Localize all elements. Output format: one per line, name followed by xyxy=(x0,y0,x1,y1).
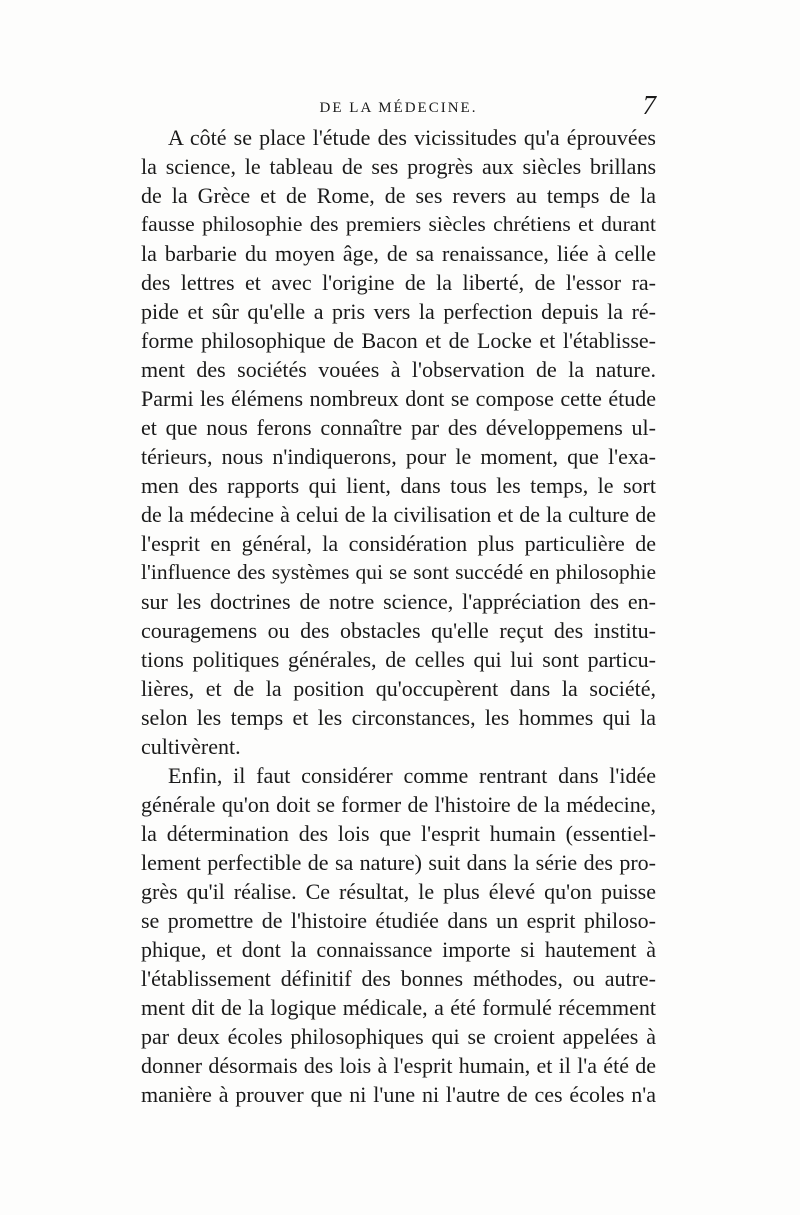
text-line: phique, et dont la connaissance importe si hautement à xyxy=(141,937,656,962)
text-line: Parmi les élémens nombreux dont se compose cette étude xyxy=(141,386,656,411)
text-line: la science, le tableau de ses progrès aux siècles brillans xyxy=(141,154,656,179)
text-line: de la médecine à celui de la civilisation et de la culture de xyxy=(141,502,656,527)
text-line: A côté se place l'étude des vicissitudes qu'a éprouvées xyxy=(168,125,656,150)
text-line: générale qu'on doit se former de l'histoire de la médecine, xyxy=(141,792,656,817)
text-line: lement perfectible de sa nature) suit dans la série des pro- xyxy=(141,850,656,875)
page-number: 7 xyxy=(642,90,656,120)
text-line: l'influence des systèmes qui se sont succédé en philosophie xyxy=(141,560,656,584)
body-text xyxy=(141,123,656,1109)
text-line: couragemens ou des obstacles qu'elle reçut des institu- xyxy=(141,618,656,643)
text-line: pide et sûr qu'elle a pris vers la perfection depuis la ré- xyxy=(141,299,656,324)
text-line: la détermination des lois que l'esprit humain (essentiel- xyxy=(141,821,656,846)
text-line: se promettre de l'histoire étudiée dans un esprit philoso- xyxy=(141,908,656,933)
running-title: DE LA MÉDECINE. xyxy=(319,100,478,116)
text-line: térieurs, nous n'indiquerons, pour le moment, que l'exa- xyxy=(141,444,656,469)
text-line: manière à prouver que ni l'une ni l'autre de ces écoles n'a xyxy=(141,1082,656,1107)
text-line: par deux écoles philosophiques qui se croient appelées à xyxy=(141,1024,656,1049)
text-line: ment dit de la logique médicale, a été formulé récemment xyxy=(141,995,656,1020)
text-line: tions politiques générales, de celles qui lui sont particu- xyxy=(141,647,656,672)
text-line: lières, et de la position qu'occupèrent dans la société, xyxy=(141,676,656,701)
text-line: donner désormais des lois à l'esprit humain, et il l'a été de xyxy=(141,1053,656,1078)
text-line: men des rapports qui lient, dans tous les temps, le sort xyxy=(141,473,656,498)
text-line: la barbarie du moyen âge, de sa renaissance, liée à celle xyxy=(141,241,656,266)
text-line: selon les temps et les circonstances, les hommes qui la xyxy=(141,705,656,730)
text-line: Enfin, il faut considérer comme rentrant dans l'idée xyxy=(168,763,656,788)
text-line: ment des sociétés vouées à l'observation de la nature. xyxy=(141,357,656,382)
text-line: grès qu'il réalise. Ce résultat, le plus élevé qu'on puisse xyxy=(141,879,656,904)
text-line: l'établissement définitif des bonnes méthodes, ou autre- xyxy=(141,966,656,991)
text-line: et que nous ferons connaître par des développemens ul- xyxy=(141,415,656,440)
text-line: l'esprit en général, la considération plus particulière de xyxy=(141,531,656,556)
text-line: de la Grèce et de Rome, de ses revers au temps de la xyxy=(141,183,656,208)
text-line: fausse philosophie des premiers siècles chrétiens et durant xyxy=(141,212,656,236)
text-line: sur les doctrines de notre science, l'appréciation des en- xyxy=(141,589,656,614)
text-line: des lettres et avec l'origine de la liberté, de l'essor ra- xyxy=(141,270,656,295)
running-head xyxy=(141,90,656,126)
text-line: forme philosophique de Bacon et de Locke et l'établisse- xyxy=(141,328,656,353)
text-line: cultivèrent. xyxy=(141,734,241,759)
